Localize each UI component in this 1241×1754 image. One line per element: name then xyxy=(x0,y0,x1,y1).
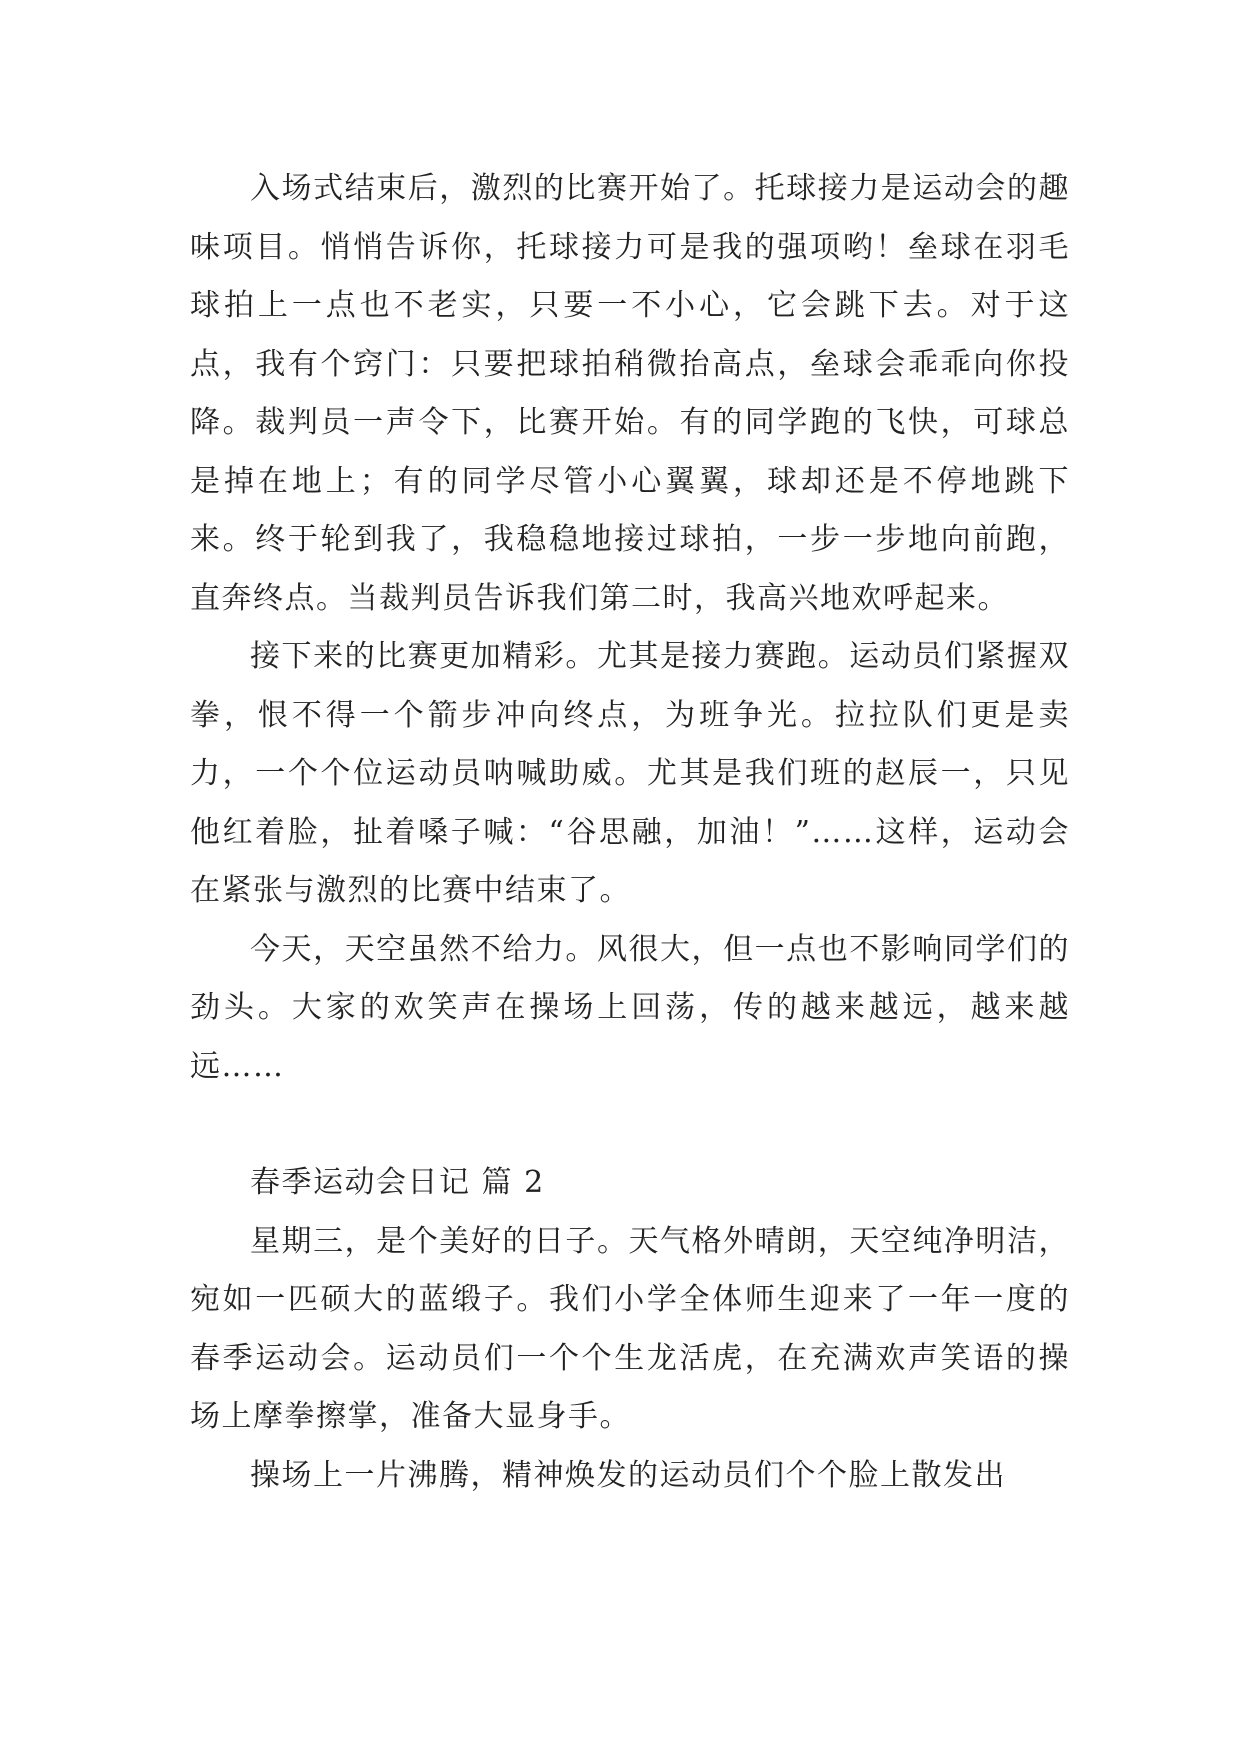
paragraph-relay-running: 接下来的比赛更加精彩。尤其是接力赛跑。运动员们紧握双拳，恨不得一个箭步冲向终点，为班争光。拉拉队们更是卖力，一个个位运动员呐喊助威。尤其是我们班的赵辰一，只见他红着脸，扯着嗓子喊：“谷思融，加油！”……这样，运动会在紧张与激烈的比赛中结束了。 xyxy=(190,639,1070,908)
section-spacer xyxy=(190,1096,1070,1154)
paragraph-playground: 操场上一片沸腾，精神焕发的运动员们个个脸上散发出 xyxy=(250,1457,1006,1493)
section-heading: 春季运动会日记 篇 2 xyxy=(250,1165,545,1200)
paragraph-wednesday: 星期三，是个美好的日子。天气格外晴朗，天空纯净明洁，宛如一匹硕大的蓝缎子。我们小学全体师生迎来了一年一度的春季运动会。运动员们一个个生龙活虎，在充满欢声笑语的操场上摩拳擦掌，准备大显身手。 xyxy=(190,1223,1070,1434)
document-body xyxy=(190,160,1070,1505)
paragraph-closing: 今天，天空虽然不给力。风很大，但一点也不影响同学们的劲头。大家的欢笑声在操场上回荡，传的越来越远，越来越远…… xyxy=(190,931,1070,1084)
paragraph-relay-race: 入场式结束后，激烈的比赛开始了。托球接力是运动会的趣味项目。悄悄告诉你，托球接力可是我的强项哟！垒球在羽毛球拍上一点也不老实，只要一不小心，它会跳下去。对于这点，我有个窍门：只要把球拍稍微抬高点，垒球会乖乖向你投降。裁判员一声令下，比赛开始。有的同学跑的飞快，可球总是掉在地上；有的同学尽管小心翼翼，球却还是不停地跳下来。终于轮到我了，我稳稳地接过球拍，一步一步地向前跑，直奔终点。当裁判员告诉我们第二时，我高兴地欢呼起来。 xyxy=(190,171,1070,616)
